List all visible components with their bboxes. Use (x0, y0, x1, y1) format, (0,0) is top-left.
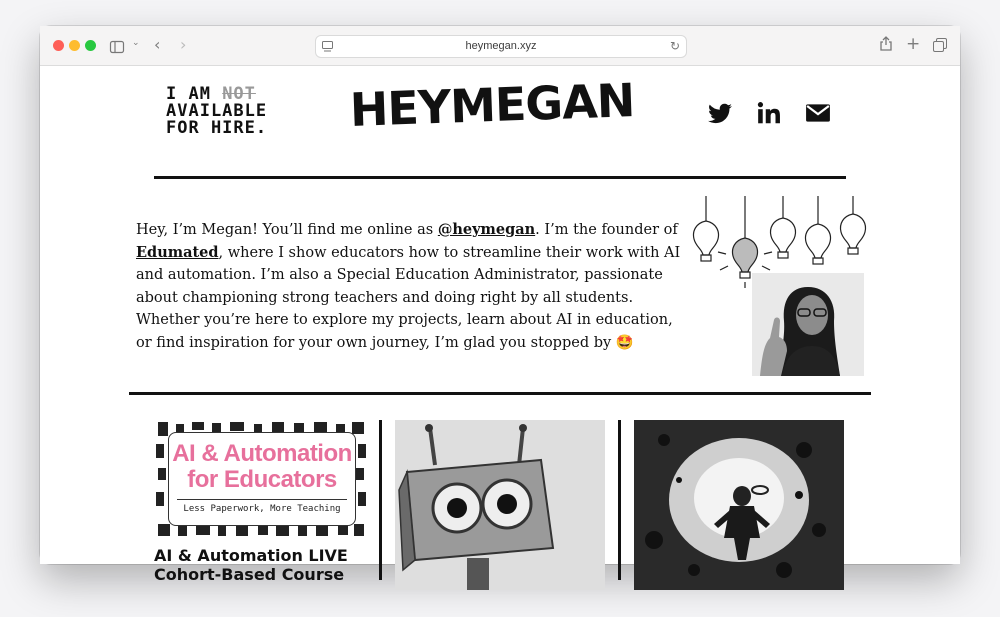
availability-line-3: FOR HIRE. (166, 118, 268, 138)
course-card-thumbnail[interactable] (156, 420, 366, 538)
page-content (40, 66, 960, 584)
browser-toolbar (40, 26, 960, 66)
forward-arrow-icon[interactable]: › (180, 35, 187, 54)
sidebar-icon[interactable] (110, 38, 124, 57)
header-divider (154, 176, 846, 179)
share-icon[interactable] (880, 36, 892, 55)
card-divider (618, 420, 621, 580)
minimize-window-button[interactable] (69, 40, 80, 51)
twitter-handle-link[interactable]: @heymegan (437, 221, 536, 238)
reload-icon[interactable]: ↻ (669, 39, 680, 53)
chevron-down-icon[interactable]: ⌄ (132, 38, 140, 48)
plus-icon[interactable]: + (906, 34, 921, 54)
back-arrow-icon[interactable]: ‹ (154, 35, 161, 54)
url-text: heymegan.xyz (465, 40, 537, 52)
section-divider (129, 392, 871, 395)
diver-card-image[interactable] (634, 420, 844, 590)
availability-line-1: I AM (166, 84, 223, 104)
availability-strikethrough: NOT (222, 84, 256, 104)
twitter-icon[interactable] (707, 100, 733, 126)
robot-card-image[interactable] (395, 420, 605, 590)
card-divider (379, 420, 382, 580)
availability-line-2: AVAILABLE (166, 101, 268, 121)
zoom-window-button[interactable] (85, 40, 96, 51)
site-logo[interactable]: HEYMEGAN (349, 73, 636, 137)
email-icon[interactable] (805, 100, 831, 126)
linkedin-icon[interactable] (756, 100, 782, 126)
course-thumb-title-2: for Educators (187, 466, 337, 493)
intro-paragraph: Hey, I’m Megan! You’ll find me online as @heymegan. I’m the founder of Edumated, where I show educators how to streamline their work with AI and automation. I’m also a Special Education Administrator, passionate about championing strong teachers and doing right by all students. Whether you’re here to explore my projects, learn about AI in education, or find inspiration for your own journey, I’m glad you stopped by 🤩 (136, 221, 681, 351)
reader-icon[interactable] (322, 40, 333, 61)
profile-photo (752, 273, 864, 376)
course-card-title[interactable]: AI & Automation LIVE Cohort-Based Course (154, 546, 348, 584)
edumated-link[interactable]: Edumated (136, 243, 219, 261)
course-thumb-title-1: AI & Automation (172, 440, 352, 467)
address-bar[interactable] (315, 35, 687, 58)
close-window-button[interactable] (53, 40, 64, 51)
availability-badge (166, 86, 306, 137)
course-thumbnail-box (168, 432, 356, 526)
browser-window (40, 26, 960, 584)
tabs-icon[interactable] (933, 37, 947, 56)
course-thumb-subtitle: Less Paperwork, More Teaching (177, 499, 347, 514)
